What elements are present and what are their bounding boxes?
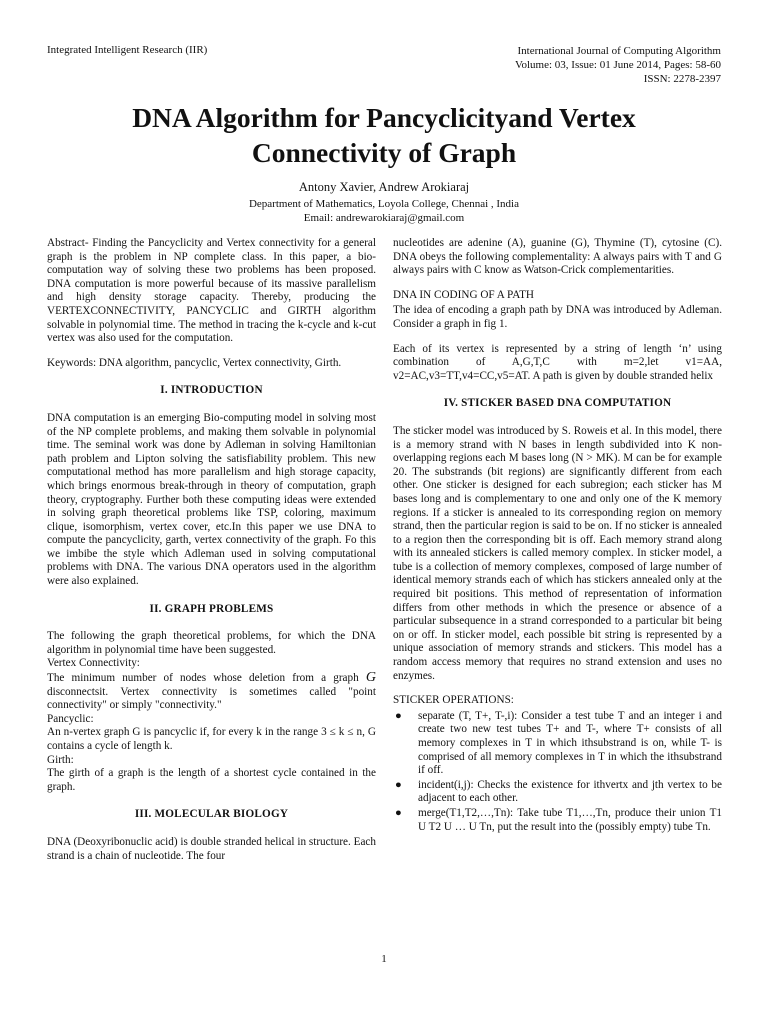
sticker-text: The sticker model was introduced by S. Roweis et al. In this model, there is a memory strand with N bases in length subdivided into K non-overlapping regions each M bases long (N > MK). M can be for example 20. The substrands (bit regions) are significantly different from each other. One sticker is designed for each subregion; each sticker has M bases long and is complementary to one and only one of the K memory regions. If a sticker is annealed to its corresponding region on memory strand, then the particular region is said to be on. If no sticker is annealed to a region then the corresponding bit is off. Each memory strand along with its annealed stickers is called memory complex. In sticker model, a tube is a collection of memory complexes, composed of large number of identical memory strands each of which has stickers annealed only at the required bit positions. This method of representation of information differs from other methods in which the presence or absence of a particular subsequence in a strand corresponded to a particular bit being on or off. In sticker model, each possible bit string is represented by a unique association of memory strands and stickers. This model has a random access memory that requires no strand extension and uses no enzymes. <box>393 424 722 682</box>
coding-heading: DNA IN CODING OF A PATH <box>393 288 535 301</box>
coding-paragraph-2: Each of its vertex is represented by a string of length ‘n’ using combination of A,G,T,C with m=2,let v1=AA, v2=AC,v3=TT,v4=CC,v5=AT. A path is given by double stranded helix <box>393 342 722 382</box>
journal-volume: Volume: 03, Issue: 01 June 2014, Pages: 58-60 <box>514 59 721 71</box>
list-item <box>393 779 722 806</box>
right-column <box>393 237 722 835</box>
author-affiliation <box>0 197 768 225</box>
page-number: 1 <box>381 953 387 965</box>
molecular-biology-text: DNA (Deoxyribonuclic acid) is double stranded helical in structure. Each strand is a chain of nucleotide. The four <box>47 835 376 862</box>
journal-issn: ISSN: 2278-2397 <box>643 73 721 85</box>
list-item <box>393 807 722 834</box>
sticker-operations-list <box>393 710 722 834</box>
girth-text: The girth of a graph is the length of a shortest cycle contained in the graph. <box>47 767 376 793</box>
vertex-connectivity-text-a: The minimum number of nodes whose deletion from a graph <box>47 672 366 685</box>
vertex-connectivity-label: Vertex Connectivity: <box>47 657 140 670</box>
coding-paragraph-1: The idea of encoding a graph path by DNA was introduced by Adleman. Consider a graph in fig 1. <box>393 304 722 330</box>
section-heading-introduction: I. INTRODUCTION <box>160 384 263 397</box>
pancyclic-text: An n-vertex graph G is pancyclic if, for every k in the range 3 ≤ k ≤ n, G contains a cycle of length k. <box>47 726 376 752</box>
graph-symbol: G <box>365 670 376 686</box>
introduction-text: DNA computation is an emerging Bio-computing model in solving most of the NP complete problems, and making them solvable in polynomial time. The seminal work was done by Adleman in solving Hamiltonian path problem and Lipton solving the satisfiability problem. This new computational method has more parallelism and high storage capacity, which brings enormous break-through in theory of computation, graph theory, cryptography. Further both these computing ideas were extended in solving graph theoretical problems like TSP, coloring, maximum clique, isomorphism, vertex cover, etc.In this paper we use DNA to compute the pancyclicity, garth, vertex connectivity of the graph. Fo this we imbibe the style which Adleman used in solving computational problems with DNA. The various DNA operators used in the algorithm were also explained. <box>47 411 376 588</box>
sticker-operations-heading: STICKER OPERATIONS: <box>393 694 514 707</box>
bullet-icon: ● <box>395 806 402 819</box>
vertex-connectivity-text-b: disconnectsit. Vertex connectivity is sometimes called "point connectivity" or simply "connectivity." <box>47 685 376 712</box>
abstract: Abstract- Finding the Pancyclicity and Vertex connectivity for a general graph is the problem in NP complete class. In this paper, a bio-computation way of solving these two problems has been proposed. DNA computation is more powerful because of its massive parallelism and high density storage capacity. Thereby, producing the VERTEXCONNECTIVITY, PANCYCLIC and GIRTH algorithm solvable in polynomial time. The method in tracing the k-cycle and k-cut vertex was also used for the computation. <box>47 237 376 345</box>
bullet-icon: ● <box>395 778 402 791</box>
operation-separate: separate (T, T+, T-,i): Consider a test tube T and an integer i and create two new test tubes T+ and T-, where T+ consists of all memory complexes in T in which ithsubstrand is on, while T- is comprised of all memory complexes in T in which the ithsubstrand if off. <box>418 709 722 777</box>
journal-publisher: Integrated Intelligent Research (IIR) <box>47 44 208 56</box>
operation-incident: incident(i,j): Checks the existence for ithvertx and jth vertex to be adjacent to each other. <box>418 778 722 805</box>
section-heading-sticker: IV. STICKER BASED DNA COMPUTATION <box>443 397 672 410</box>
vertex-connectivity-text <box>47 671 376 713</box>
graph-problems-intro: The following the graph theoretical problems, for which the DNA algorithm in polynomial time have been suggested. <box>47 630 376 656</box>
section-heading-graph-problems: II. GRAPH PROBLEMS <box>149 602 274 615</box>
left-column <box>47 237 376 863</box>
section-heading-molecular-biology: III. MOLECULAR BIOLOGY <box>134 808 289 821</box>
paper-title-line-2: Connectivity of Graph <box>251 137 517 168</box>
paper-title-line-1: DNA Algorithm for Pancyclicityand Vertex <box>132 102 636 133</box>
keywords: Keywords: DNA algorithm, pancyclic, Vertex connectivity, Girth. <box>47 356 342 369</box>
author-email: Email: andrewarokiaraj@gmail.com <box>303 212 465 224</box>
list-item <box>393 710 722 778</box>
girth-label: Girth: <box>47 753 74 766</box>
pancyclic-label: Pancyclic: <box>47 712 94 725</box>
journal-name: International Journal of Computing Algorithm <box>517 45 721 57</box>
affiliation: Department of Mathematics, Loyola College, Chennai , India <box>248 198 520 210</box>
paper-title <box>40 100 728 170</box>
authors: Antony Xavier, Andrew Arokiaraj <box>298 180 470 194</box>
bullet-icon: ● <box>395 709 402 722</box>
operation-merge: merge(T1,T2,…,Tn): Take tube T1,…,Tn, produce their union T1 U T2 U … U Tn, put the result into the (possibly empty) tube Tn. <box>418 806 722 833</box>
molecular-biology-continued: nucleotides are adenine (A), guanine (G), Thymine (T), cytosine (C). DNA obeys the following complementality: A always pairs with T and G always pairs with C know as Watson-Crick complementarities. <box>393 237 722 277</box>
journal-info <box>515 44 721 86</box>
